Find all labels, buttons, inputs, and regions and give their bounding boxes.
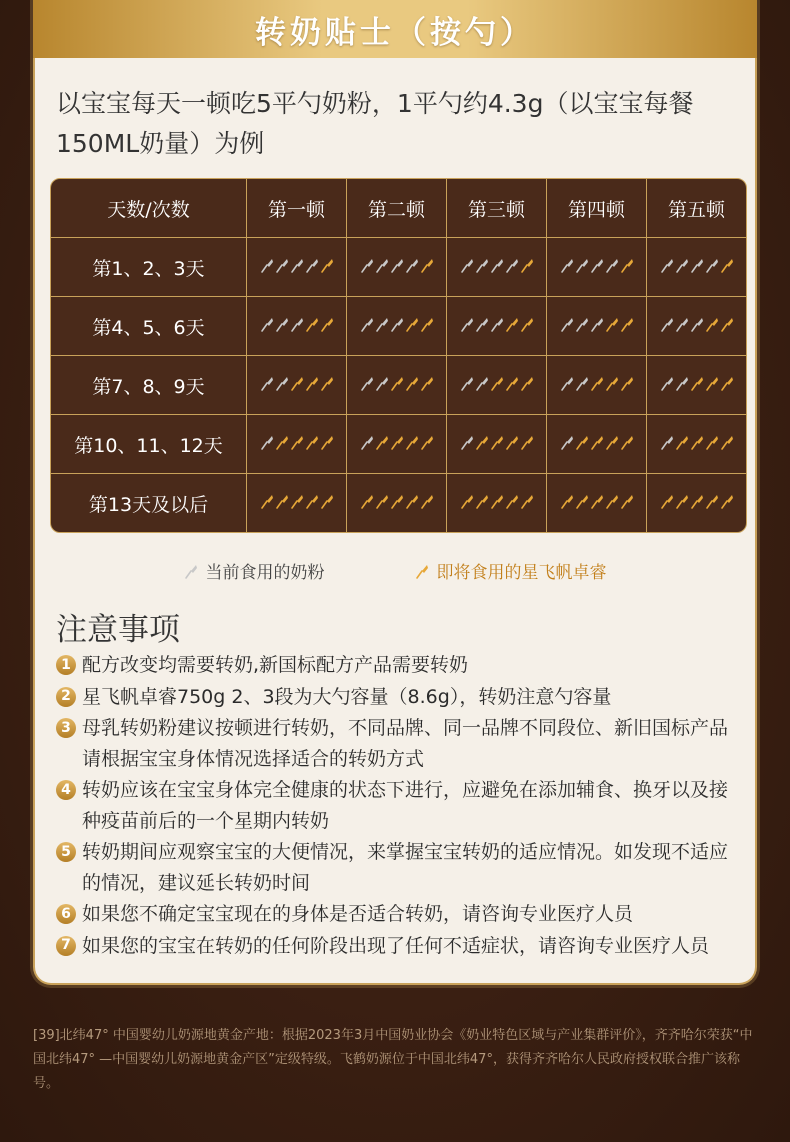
spoon-icon-new [505,492,519,510]
row-label: 第10、11、12天 [51,415,247,474]
spoon-icon-current [675,374,689,392]
spoon-icon-new [705,492,719,510]
spoon-icon-current [605,256,619,274]
spoon-icon-new [620,374,634,392]
spoon-icon-current [184,562,198,580]
spoon-icon-current [390,256,404,274]
spoon-icon-new [420,492,434,510]
row-label: 第4、5、6天 [51,297,247,356]
spoon-group [360,433,434,451]
meal-cell [647,356,746,415]
meal-cell [547,238,647,297]
notes-title: 注意事项 [56,612,180,648]
spoon-icon-new [420,433,434,451]
spoon-icon-new [490,492,504,510]
spoon-icon-current [475,256,489,274]
spoon-icon-new [705,433,719,451]
note-item [56,837,746,898]
note-number-badge: 6 [56,904,76,924]
spoon-icon-current [590,315,604,333]
spoon-icon-current [675,256,689,274]
spoon-icon-new [405,315,419,333]
spoon-icon-current [475,315,489,333]
spoon-icon-new [360,492,374,510]
spoon-group [660,492,734,510]
spoon-icon-new [605,433,619,451]
meal-cell [247,415,347,474]
spoon-icon-new [320,374,334,392]
spoon-icon-new [620,256,634,274]
spoon-icon-new [605,374,619,392]
meal-cell [347,415,447,474]
spoon-icon-new [690,492,704,510]
spoon-icon-new [420,256,434,274]
spoon-group [560,315,634,333]
note-item [56,899,746,930]
table-row [51,474,746,532]
page-title: 转奶贴士（按勺） [255,14,535,51]
meal-cell [347,356,447,415]
legend-new-label: 即将食用的星飞帆卓睿 [436,563,607,583]
spoon-icon-new [590,374,604,392]
spoon-icon-current [490,256,504,274]
spoon-icon-new [675,433,689,451]
spoon-icon-current [290,256,304,274]
spoon-group [360,256,434,274]
spoon-icon-new [705,315,719,333]
meal-cell [247,356,347,415]
footnote: [39]北纬47° 中国婴幼儿奶源地黄金产地：根据2023年3月中国奶业协会《奶业特色区域与产业集群评价》，齐齐哈尔荣获“中国北纬47° —中国婴幼儿奶源地黄金产区”定级特级。飞鹤奶源位于中国北纬47°，获得齐齐哈尔人民政府授权联合推广该称号。 [33,1028,753,1091]
spoon-icon-new [405,374,419,392]
spoon-icon-current [560,315,574,333]
spoon-icon-current [260,433,274,451]
spoon-icon-current [660,315,674,333]
spoon-icon-new [675,492,689,510]
spoon-icon-new [415,562,429,580]
spoon-icon-new [305,315,319,333]
spoon-group [460,256,534,274]
table-row [51,415,746,474]
spoon-icon-current [590,256,604,274]
spoon-group [360,374,434,392]
spoon-icon-new [390,492,404,510]
note-item [56,775,746,836]
spoon-icon-current [305,256,319,274]
spoon-group [460,374,534,392]
spoon-icon-current [675,315,689,333]
spoon-icon-new [275,492,289,510]
table-row [51,297,746,356]
spoon-icon-new [690,433,704,451]
spoon-icon-new [405,433,419,451]
spoon-icon-new [620,492,634,510]
meal-cell [347,474,447,532]
spoon-group [260,374,334,392]
spoon-icon-current [260,374,274,392]
meal-cell [547,297,647,356]
table-header-cell: 第四顿 [547,179,647,238]
note-text: 转奶应该在宝宝身体完全健康的状态下进行，应避免在添加辅食、换牙以及接种疫苗前后的一个星期内转奶 [82,779,729,832]
spoon-icon-new [375,433,389,451]
spoon-icon-new [620,315,634,333]
spoon-group [560,433,634,451]
spoon-icon-new [490,374,504,392]
spoon-group [260,315,334,333]
spoon-icon-current [690,315,704,333]
spoon-icon-new [320,256,334,274]
table-header-cell: 天数/次数 [51,179,247,238]
spoon-icon-new [490,433,504,451]
note-number-badge: 7 [56,936,76,956]
spoon-icon-current [690,256,704,274]
note-text: 母乳转奶粉建议按顿进行转奶，不同品牌、同一品牌不同段位、新旧国标产品请根据宝宝身体情况选择适合的转奶方式 [82,717,729,770]
spoon-group [660,315,734,333]
spoon-icon-current [560,256,574,274]
note-text: 转奶期间应观察宝宝的大便情况，来掌握宝宝转奶的适应情况。如发现不适应的情况，建议延长转奶时间 [82,841,729,894]
meal-cell [447,474,547,532]
spoon-icon-current [460,256,474,274]
spoon-icon-current [660,256,674,274]
spoon-icon-current [575,256,589,274]
spoon-icon-new [375,492,389,510]
meal-cell [347,238,447,297]
spoon-icon-current [375,315,389,333]
note-item [56,650,746,681]
spoon-icon-new [590,492,604,510]
note-number-badge: 1 [56,655,76,675]
spoon-icon-new [390,374,404,392]
spoon-icon-current [660,374,674,392]
meal-cell [447,356,547,415]
spoon-icon-new [605,315,619,333]
spoon-group [660,433,734,451]
spoon-icon-new [305,492,319,510]
table-row [51,238,746,297]
table-header-cell: 第二顿 [347,179,447,238]
spoon-group [260,433,334,451]
meal-cell [647,297,746,356]
spoon-group [560,256,634,274]
spoon-icon-current [390,315,404,333]
meal-cell [547,356,647,415]
spoon-icon-new [320,492,334,510]
spoon-icon-new [475,433,489,451]
spoon-group [260,492,334,510]
spoon-icon-new [275,433,289,451]
spoon-icon-current [705,256,719,274]
spoon-group [560,492,634,510]
spoon-icon-current [360,433,374,451]
spoon-icon-current [260,315,274,333]
spoon-group [360,315,434,333]
spoon-icon-new [420,315,434,333]
spoon-icon-new [520,374,534,392]
spoon-icon-new [505,315,519,333]
spoon-icon-new [720,315,734,333]
row-label: 第7、8、9天 [51,356,247,415]
spoon-icon-current [560,433,574,451]
spoon-icon-new [320,433,334,451]
spoon-icon-new [720,492,734,510]
spoon-icon-current [375,374,389,392]
spoon-icon-current [275,374,289,392]
row-label: 第13天及以后 [51,474,247,532]
spoon-icon-new [290,374,304,392]
meal-cell [647,474,746,532]
spoon-icon-new [290,433,304,451]
note-text: 如果您不确定宝宝现在的身体是否适合转奶，请咨询专业医疗人员 [82,903,634,925]
spoon-icon-current [460,374,474,392]
spoon-icon-new [560,492,574,510]
spoon-icon-current [460,315,474,333]
spoon-icon-current [575,315,589,333]
title-bar [33,0,757,58]
meal-cell [447,415,547,474]
meal-cell [447,238,547,297]
note-number-badge: 4 [56,780,76,800]
note-number-badge: 3 [56,718,76,738]
meal-cell [247,297,347,356]
spoon-icon-new [520,315,534,333]
spoon-icon-current [460,433,474,451]
legend [0,558,790,583]
spoon-icon-current [490,315,504,333]
legend-current-label: 当前食用的奶粉 [205,563,325,583]
spoon-icon-new [420,374,434,392]
spoon-icon-new [520,433,534,451]
spoon-group [460,433,534,451]
spoon-icon-current [560,374,574,392]
spoon-icon-current [360,256,374,274]
spoon-icon-new [460,492,474,510]
spoon-icon-new [720,433,734,451]
meal-cell [347,297,447,356]
spoon-icon-current [275,315,289,333]
spoon-group [560,374,634,392]
note-number-badge: 2 [56,687,76,707]
note-text: 如果您的宝宝在转奶的任何阶段出现了任何不适症状，请咨询专业医疗人员 [82,934,710,957]
table-row [51,356,746,415]
spoon-icon-new [520,492,534,510]
spoon-icon-new [605,492,619,510]
legend-current [184,558,325,583]
spoon-icon-new [475,492,489,510]
spoon-icon-new [505,374,519,392]
spoon-icon-new [505,433,519,451]
meal-cell [247,238,347,297]
spoon-icon-new [620,433,634,451]
spoon-icon-new [305,374,319,392]
intro-text: 以宝宝每天一顿吃5平勺奶粉，1平勺约4.3g（以宝宝每餐150ML奶量）为例 [56,89,694,158]
legend-new [415,558,607,583]
spoon-icon-current [360,374,374,392]
notes-list [56,650,746,962]
spoon-icon-new [390,433,404,451]
meal-cell [547,415,647,474]
spoon-icon-new [290,492,304,510]
spoon-icon-current [290,315,304,333]
spoon-icon-new [305,433,319,451]
spoon-icon-new [720,256,734,274]
note-number-badge: 5 [56,842,76,862]
spoon-group [660,374,734,392]
spoon-icon-current [405,256,419,274]
spoon-icon-current [660,433,674,451]
schedule-table [50,178,747,533]
spoon-icon-current [505,256,519,274]
spoon-icon-new [705,374,719,392]
spoon-icon-current [360,315,374,333]
meal-cell [247,474,347,532]
table-header-row [51,179,746,238]
spoon-group [460,492,534,510]
spoon-icon-new [520,256,534,274]
spoon-icon-new [575,492,589,510]
meal-cell [447,297,547,356]
spoon-icon-current [375,256,389,274]
spoon-icon-new [260,492,274,510]
note-item [56,682,746,713]
row-label: 第1、2、3天 [51,238,247,297]
spoon-icon-current [260,256,274,274]
spoon-icon-new [690,374,704,392]
spoon-icon-new [405,492,419,510]
table-header-cell: 第三顿 [447,179,547,238]
meal-cell [547,474,647,532]
spoon-icon-new [320,315,334,333]
note-text: 配方改变均需要转奶,新国标配方产品需要转奶 [82,654,469,676]
spoon-icon-current [475,374,489,392]
note-text: 星飞帆卓睿750g 2、3段为大勺容量（8.6g），转奶注意勺容量 [82,685,612,708]
spoon-icon-current [275,256,289,274]
table-header-cell: 第一顿 [247,179,347,238]
note-item [56,713,746,774]
meal-cell [647,415,746,474]
meal-cell [647,238,746,297]
spoon-group [260,256,334,274]
note-item [56,931,746,962]
spoon-group [360,492,434,510]
spoon-icon-new [575,433,589,451]
spoon-icon-current [575,374,589,392]
spoon-group [460,315,534,333]
table-header-cell: 第五顿 [647,179,746,238]
spoon-icon-new [590,433,604,451]
spoon-icon-new [660,492,674,510]
spoon-icon-new [720,374,734,392]
spoon-group [660,256,734,274]
